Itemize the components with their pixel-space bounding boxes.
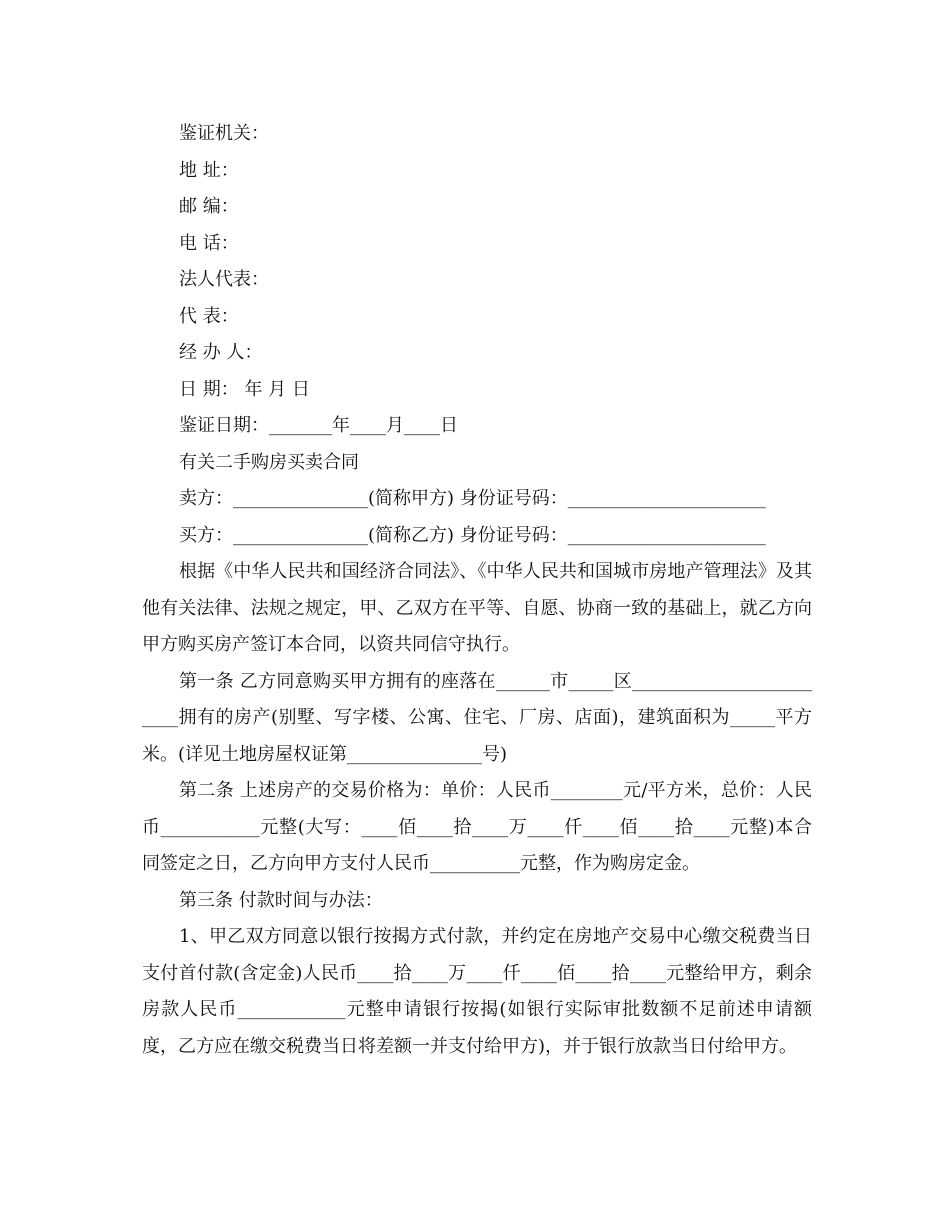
notary-sign-date: 鉴证日期：_______年____月____日 [179,415,458,436]
notary-representative: 代 表： [179,305,239,327]
seller-line: 卖方：_______________(简称甲方) 身份证号码：______________________ [179,488,766,509]
notary-phone: 电 话： [179,232,239,254]
article-3-title: 第三条 付款时间与办法： [179,889,383,911]
notary-postcode: 邮 编： [179,196,239,217]
contract-document [142,116,812,1065]
notary-address: 地 址： [179,159,239,181]
article-1-paragraph: 第一条 乙方同意购买甲方拥有的座落在______市_____区________________________拥有的房产(别墅、写字楼、公寓、住宅、厂房、店面)，建筑面积为_____平方米。(详见土地房屋权证第_______________号) [142,670,812,765]
notary-date: 日 期： 年 月 日 [179,378,310,400]
article-3-item-1: 1、甲乙双方同意以银行按揭方式付款，并约定在房地产交易中心缴交税费当日支付首付款(含定金)人民币____拾____万____仟____佰____拾____元整给甲方，剩余房款人民币____________元整申请银行按揭(如银行实际审批数额不足前述申请额度，乙方应在缴交税费当日将差额一并支付给甲方)，并于银行放款当日付给甲方。 [142,926,812,1057]
contract-title: 有关二手购房买卖合同 [179,451,359,473]
notary-authority: 鉴证机关： [179,123,269,144]
buyer-line: 买方：_______________(简称乙方) 身份证号码：______________________ [179,524,766,546]
preamble-paragraph: 根据《中华人民共和国经济合同法》、《中华人民共和国城市房地产管理法》及其他有关法律、法规之规定，甲、乙双方在平等、自愿、协商一致的基础上，就乙方向甲方购买房产签订本合同，以资共同信守执行。 [142,561,812,655]
notary-legal-rep: 法人代表： [179,269,269,290]
article-2-paragraph: 第二条 上述房产的交易价格为：单价：人民币________元/平方米，总价：人民币___________元整(大写：____佰____拾____万____仟____佰____拾____元整)本合同签定之日，乙方向甲方支付人民币__________元整，作为购房定金。 [142,780,812,874]
notary-handler: 经 办 人： [179,342,263,363]
